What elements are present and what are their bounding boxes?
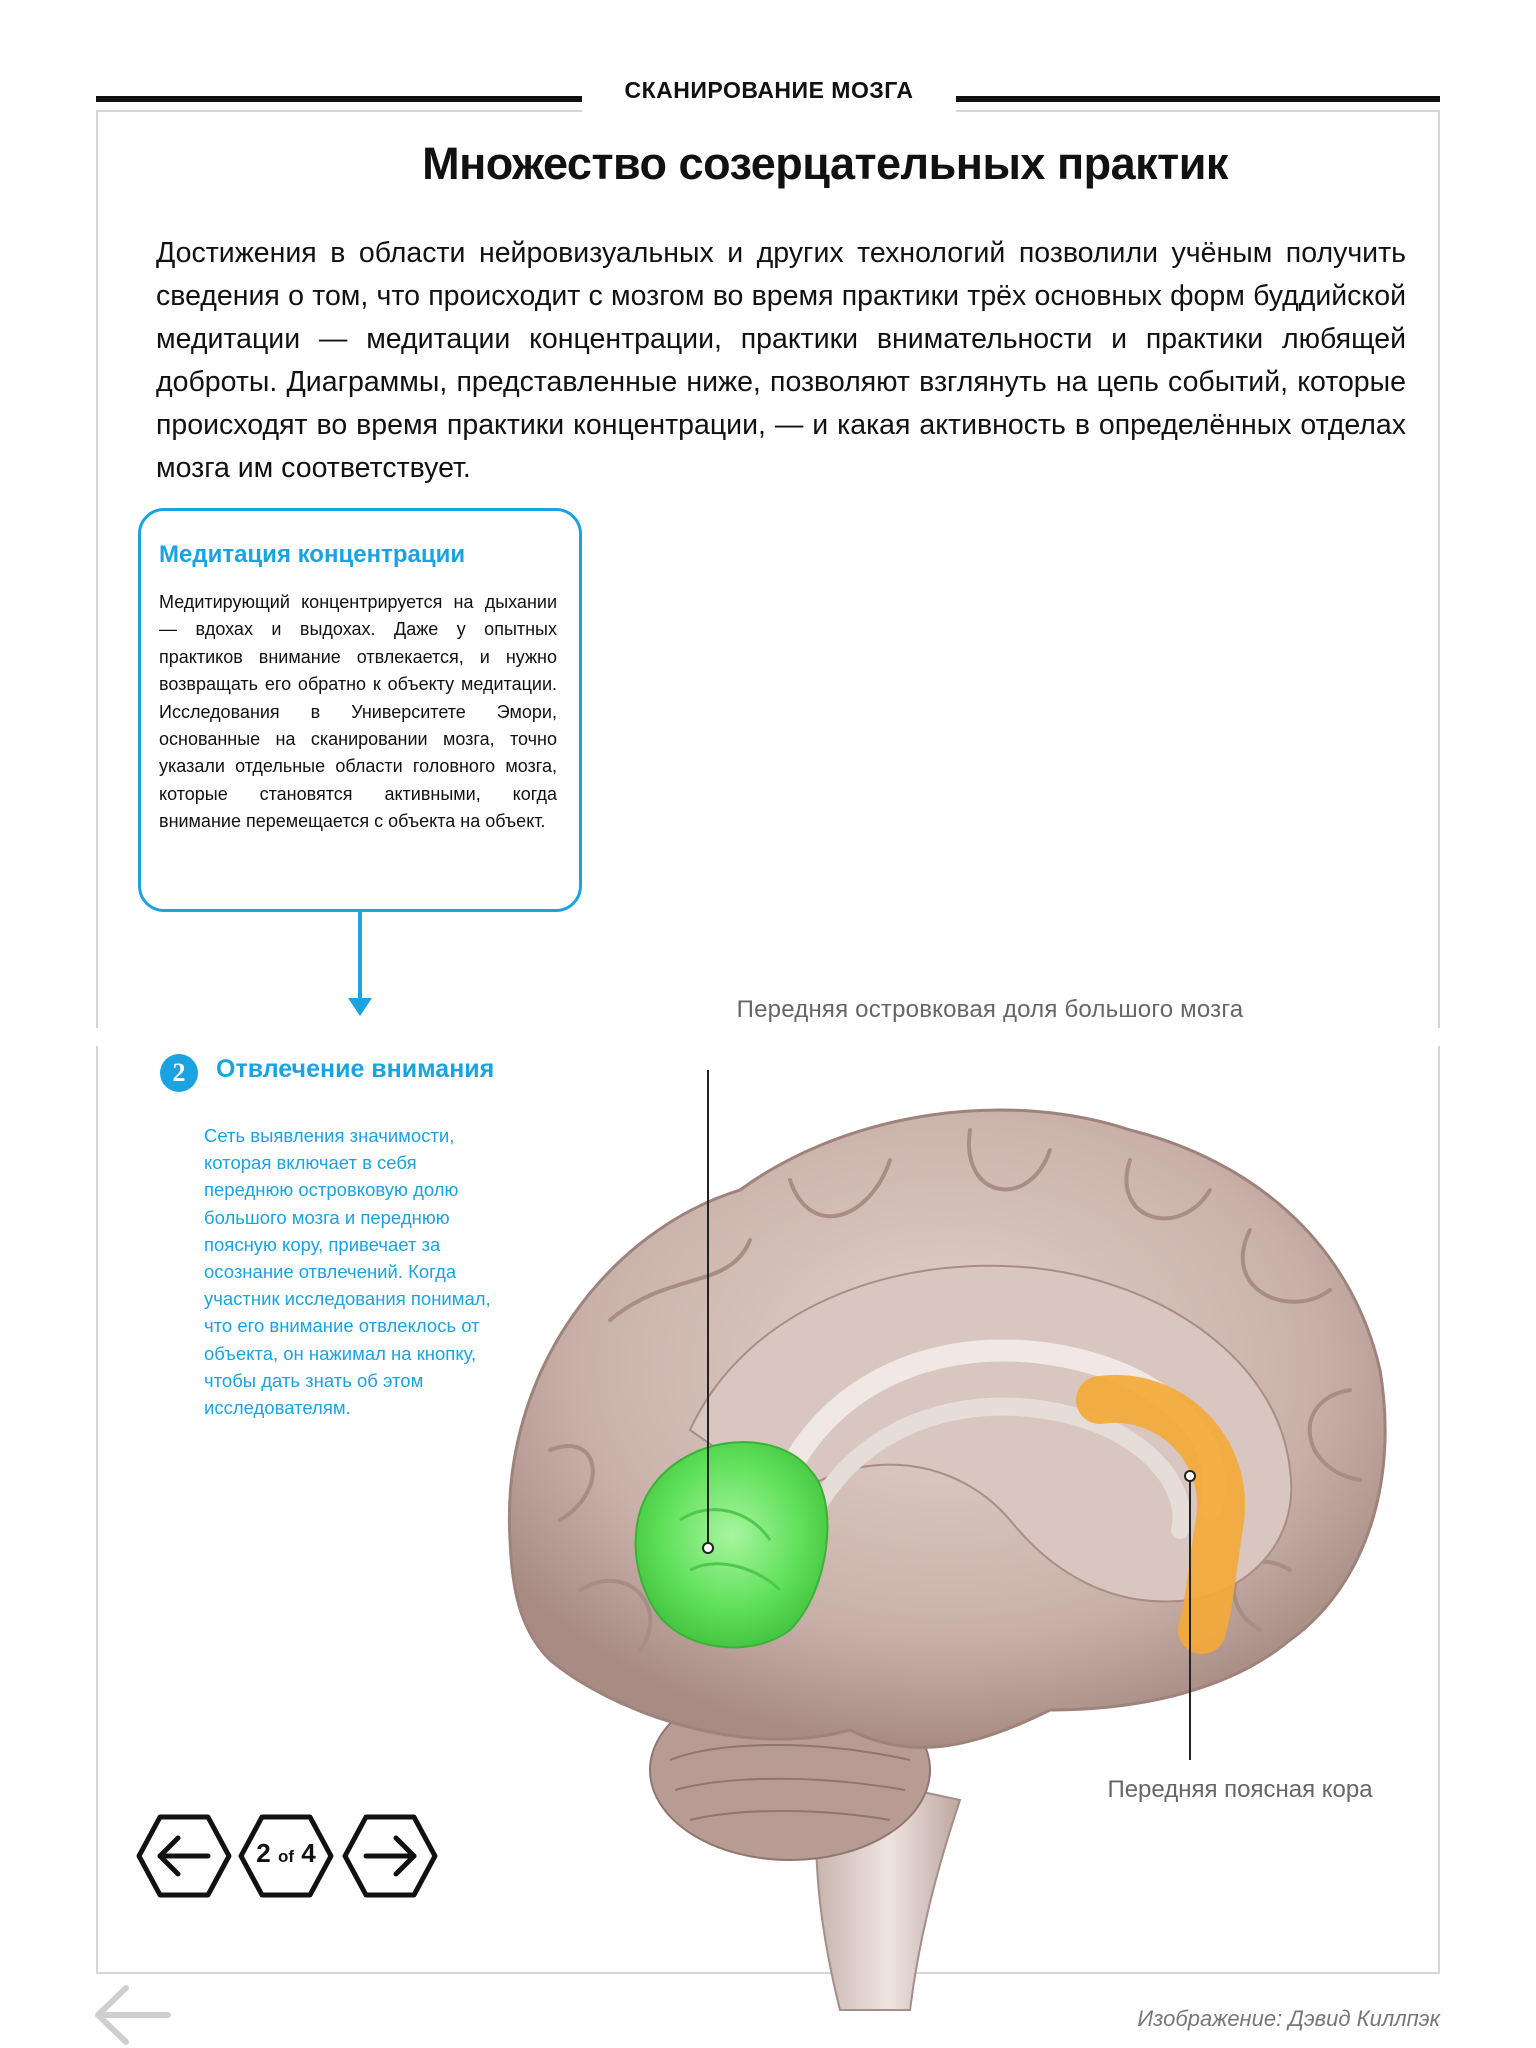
current-page: 2 (256, 1838, 271, 1868)
page-of-label: of (277, 1847, 295, 1866)
brain-illustration (490, 1070, 1400, 2020)
label-anterior-cingulate: Передняя поясная кора (1107, 1776, 1373, 1803)
prev-page-button[interactable] (136, 1814, 232, 1898)
page-indicator (238, 1838, 334, 1869)
header-rule-right (956, 96, 1440, 102)
step-text: Сеть выявления значимости, которая включает в себя переднюю островковую долю большого мозга и переднюю поясную кору, привечает за осознание отвлечений. Когда участник исследования понимал, что его внимание отвлеклось от объекта, он нажимал на кнопку, чтобы дать знать об этом исследователям. (204, 1125, 491, 1419)
callout-text: Медитирующий концентрируется на дыхании — вдохах и выдохах. Даже у опытных практиков внимание отвлекается, и нужно возвращать его обратно к объекту медитации. Исследования в Университете Эмори, основанные на сканировании мозга, точно указали отдельные области головного мозга, которые становятся активными, когда внимание перемещается с объекта на объект. (159, 592, 557, 832)
frame-border (1438, 1046, 1440, 1974)
page-title: Множество созерцательных практик (422, 138, 1228, 189)
arrow-down-icon (348, 998, 372, 1016)
next-page-button[interactable] (342, 1814, 438, 1898)
step-number-badge: 2 (160, 1054, 198, 1092)
frame-border (956, 110, 1440, 112)
callout-title: Медитация концентрации (159, 541, 466, 568)
header-rule-left (96, 96, 582, 102)
connector-line (358, 912, 362, 1004)
callout-box (138, 508, 582, 912)
frame-border (96, 112, 98, 1028)
intro-paragraph: Достижения в области нейровизуальных и других технологий позволили учёным получить сведения о том, что происходит с мозгом во время практики трёх основных форм буддийской медитации — медитации концентрации, практики внимательности и практики любящей доброты. Диаграммы, представленные ниже, позволяют взглянуть на цепь событий, которые происходят во время практики концентрации, — и какая активность в определённых отделах мозга им соответствует. (156, 237, 1406, 484)
back-arrow-icon[interactable] (92, 1984, 172, 2046)
frame-border (96, 1046, 98, 1974)
image-credit: Изображение: Дэвид Киллпэк (1137, 2006, 1440, 2031)
total-pages: 4 (301, 1838, 316, 1868)
frame-border (96, 110, 582, 112)
section-label: СКАНИРОВАНИЕ МОЗГА (624, 77, 914, 103)
step-title: Отвлечение внимания (216, 1055, 495, 1083)
label-anterior-insula: Передняя островковая доля большого мозга (736, 996, 1244, 1023)
frame-border (1438, 112, 1440, 1028)
